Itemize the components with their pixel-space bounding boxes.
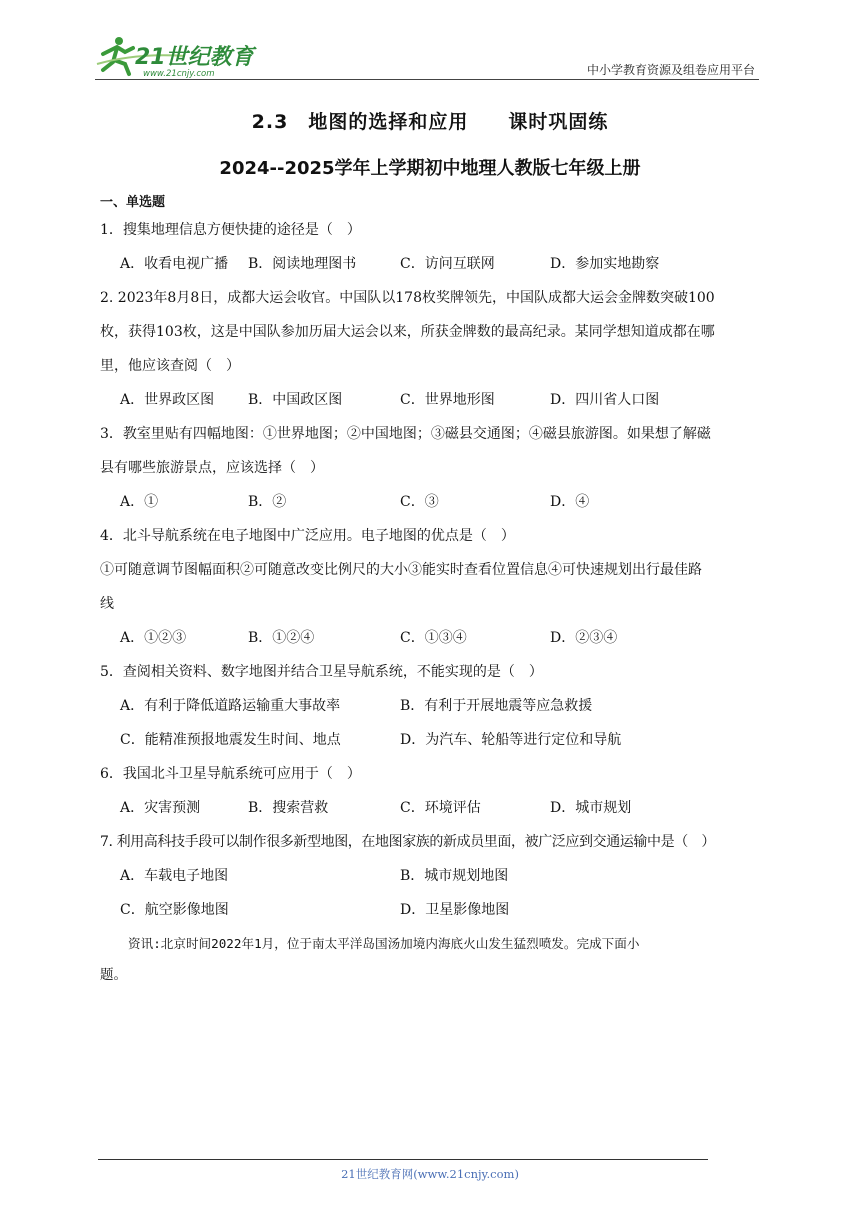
q2-option-d: D．四川省人口图 [550,392,660,408]
q3-option-b: B．② [248,494,287,510]
q2-option-b: B．中国政区图 [248,392,343,408]
q6-option-c: C．环境评估 [400,800,481,816]
q7-option-d: D．卫星影像地图 [400,902,510,918]
q1-option-a: A．收看电视广播 [120,256,229,272]
svg-text:21世纪教育: 21世纪教育 [135,45,254,70]
q1-option-b: B．阅读地理图书 [248,256,357,272]
q5-option-d: D．为汽车、轮船等进行定位和导航 [400,732,622,748]
q4-option-c: C．①③④ [400,630,467,646]
q2-option-a: A．世界政区图 [120,392,215,408]
footer-divider [98,1159,708,1160]
q5-option-c: C．能精准预报地震发生时间、地点 [120,732,341,748]
lesson-title [0,107,860,134]
question-2-stem-line-3: 里，他应该查阅（ ） [100,358,240,374]
info-passage-line-2: 题。 [100,967,127,983]
q3-option-a: A．① [120,494,159,510]
q4-option-d: D．②③④ [550,630,618,646]
header-divider [95,79,759,80]
q7-option-a: A．车载电子地图 [120,868,229,884]
q4-option-b: B．①②④ [248,630,315,646]
q7-option-b: B．城市规划地图 [400,868,509,884]
q2-option-c: C．世界地形图 [400,392,495,408]
paper-subtitle: 2024--2025学年上学期初中地理人教版七年级上册 [219,158,641,179]
question-5-stem: 5．查阅相关资料、数字地图并结合卫星导航系统，不能实现的是（ ） [100,664,543,680]
q1-option-d: D．参加实地勘察 [550,256,660,272]
question-4-stem-line-3: 线 [100,596,114,612]
q3-option-d: D．④ [550,494,590,510]
21cnjy-logo-icon [95,34,260,78]
question-3-stem-line-2: 县有哪些旅游景点，应该选择（ ） [100,460,324,476]
q1-option-c: C．访问互联网 [400,256,495,272]
q5-option-b: B．有利于开展地震等应急救援 [400,698,593,714]
q4-option-a: A．①②③ [120,630,187,646]
question-6-stem: 6．我国北斗卫星导航系统可应用于（ ） [100,766,361,782]
lesson-type: 课时巩固练 [508,111,609,133]
q7-option-c: C．航空影像地图 [120,902,229,918]
question-2-stem-line-1: 2. 2023年8月8日，成都大运会收官。中国队以178枚奖牌领先，中国队成都大运会金牌数突破100 [100,290,715,306]
lesson-name: 2.3 地图的选择和应用 [251,111,469,133]
question-1-stem: 1．搜集地理信息方便快捷的途径是（ ） [100,222,361,238]
question-4-stem-line-1: 4．北斗导航系统在电子地图中广泛应用。电子地图的优点是（ ） [100,528,515,544]
question-3-stem-line-1: 3．教室里贴有四幅地图：①世界地图；②中国地图；③磁县交通图；④磁县旅游图。如果想了解磁 [100,426,711,442]
platform-name: 中小学教育资源及组卷应用平台 [586,63,755,77]
info-passage-line-1: 资讯:北京时间2022年1月，位于南太平洋岛国汤加境内海底火山发生猛烈喷发。完成下面小 [128,936,640,951]
q3-option-c: C．③ [400,494,439,510]
svg-text:www.21cnjy.com: www.21cnjy.com [143,69,215,78]
page-header [95,30,759,82]
question-4-stem-line-2: ①可随意调节图幅面积②可随意改变比例尺的大小③能实时查看位置信息④可快速规划出行最佳路 [100,562,702,578]
q5-option-a: A．有利于降低道路运输重大事故率 [120,698,341,714]
section-heading: 一、单选题 [100,195,166,210]
question-2-stem-line-2: 枚，获得103枚，这是中国队参加历届大运会以来，所获金牌数的最高纪录。某同学想知道成都在哪 [100,324,715,340]
footer-link[interactable]: 21世纪教育网(www.21cnjy.com) [341,1167,519,1181]
question-7-stem: 7. 利用高科技手段可以制作很多新型地图，在地图家族的新成员里面，被广泛应到交通运输中是（ ） [100,834,716,850]
q6-option-d: D．城市规划 [550,800,632,816]
q6-option-b: B．搜索营救 [248,800,329,816]
q6-option-a: A．灾害预测 [120,800,201,816]
